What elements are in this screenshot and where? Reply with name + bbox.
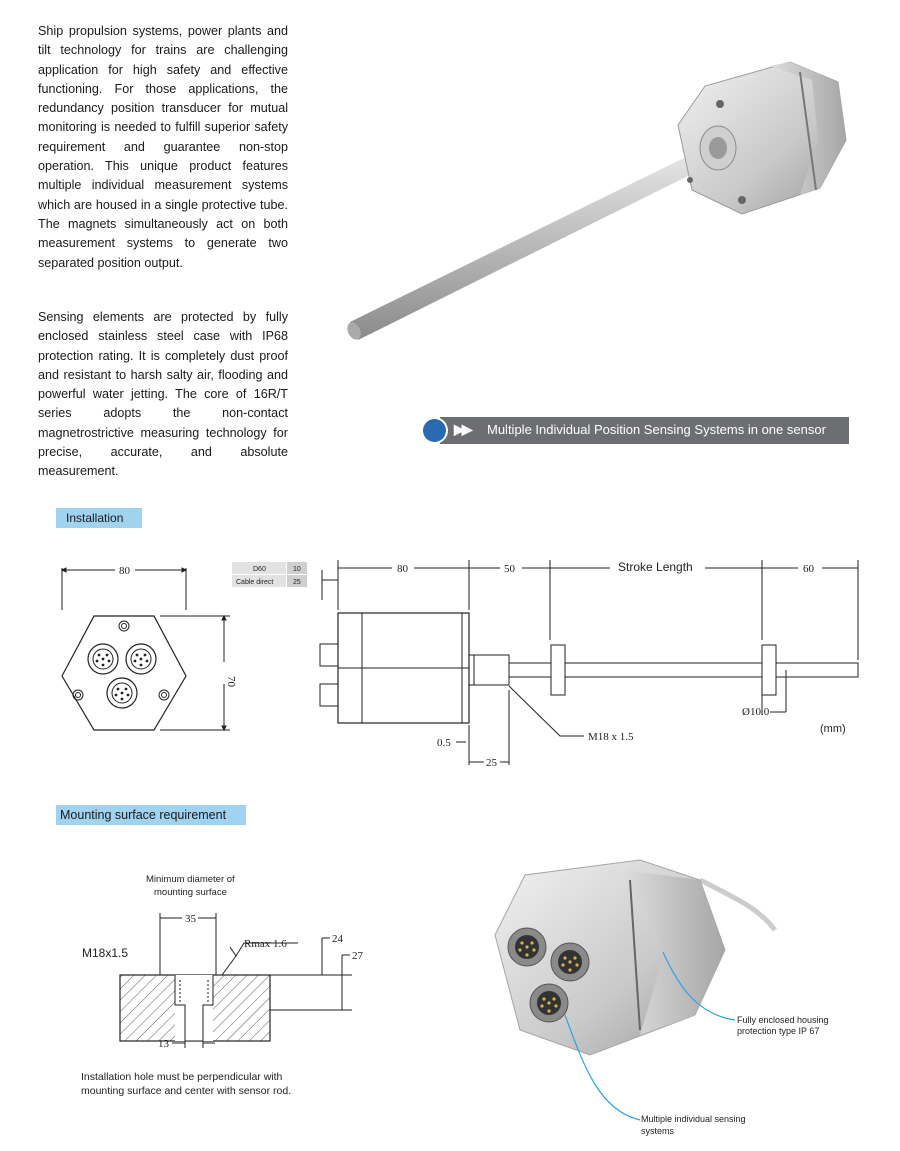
mounting-note-line-1: Installation hole must be perpendicular with	[81, 1071, 283, 1083]
table-label-d60: D60	[253, 566, 266, 573]
side-end-label: 60	[803, 563, 814, 575]
min-dia-line-2: mounting surface	[154, 887, 227, 898]
thread-label: M18 x 1.5	[588, 731, 634, 743]
unit-label: (mm)	[820, 723, 846, 735]
mounting-drawing	[120, 913, 352, 1048]
table-label-cable: Cable direct	[236, 579, 274, 586]
front-width-label: 80	[119, 565, 130, 577]
min-dia-line-1: Minimum diameter of	[146, 874, 235, 885]
sensing-callout-line-2: systems	[641, 1126, 675, 1136]
table-value-cable: 25	[293, 579, 301, 586]
sensing-callout-line-1: Multiple individual sensing	[641, 1114, 746, 1124]
stroke-length-label: Stroke Length	[618, 560, 693, 574]
housing-callout-line-2: protection type IP 67	[737, 1026, 820, 1036]
side-gap-label: 50	[504, 563, 515, 575]
depth2-label: 27	[352, 950, 363, 962]
offset-label: 0.5	[437, 737, 451, 749]
boss-label: 25	[486, 757, 497, 769]
sensor-housing-photo	[495, 860, 775, 1120]
mounting-heading: Mounting surface requirement	[56, 805, 246, 825]
mount-thread-label: M18x1.5	[82, 946, 129, 960]
intro-paragraph-1: Ship propulsion systems, power plants and tilt technology for trains are challenging application for high safety and effective functioning. For those applications, the redundancy position transducer for mutual monitoring is needed to fulfill superior safety requirement and guarantee non-stop operation. This unique product features multiple individual measurement systems which are housed in a single protective tube. The magnets simultaneously act on both measurement systems to generate two separated position output.	[38, 24, 288, 270]
housing-callout-line-1: Fully enclosed housing	[737, 1015, 829, 1025]
front-height-label: 70	[225, 676, 237, 687]
feature-banner-text: Multiple Individual Position Sensing Systems in one sensor	[487, 422, 826, 437]
side-body-label: 80	[397, 563, 408, 575]
rod-diameter-label: Ø10.0	[742, 706, 770, 718]
installation-heading: Installation	[56, 508, 142, 528]
hole-label: 13	[158, 1038, 169, 1050]
bullet-dot-icon	[423, 419, 446, 442]
table-value-d60: 10	[293, 566, 301, 573]
intro-paragraph-2: Sensing elements are protected by fully enclosed stainless steel case with IP68 protection rating. It is completely dust proof and resistant to harsh salty air, flooding and powerful water jetting. The core of 16R/T series adopts the non-contact magnetrostrictive measuring technology for precise, accurate, and absolute measurement.	[38, 310, 288, 479]
roughness-label: Rmax 1.6	[244, 938, 287, 950]
mounting-note-line-2: mounting surface and center with sensor rod.	[81, 1085, 292, 1097]
sensor-rod-photo	[345, 62, 846, 342]
front-view-drawing	[62, 568, 230, 730]
double-chevron-icon: ▶▶	[454, 421, 470, 437]
mount-dia-label: 35	[185, 913, 196, 925]
depth1-label: 24	[332, 933, 343, 945]
